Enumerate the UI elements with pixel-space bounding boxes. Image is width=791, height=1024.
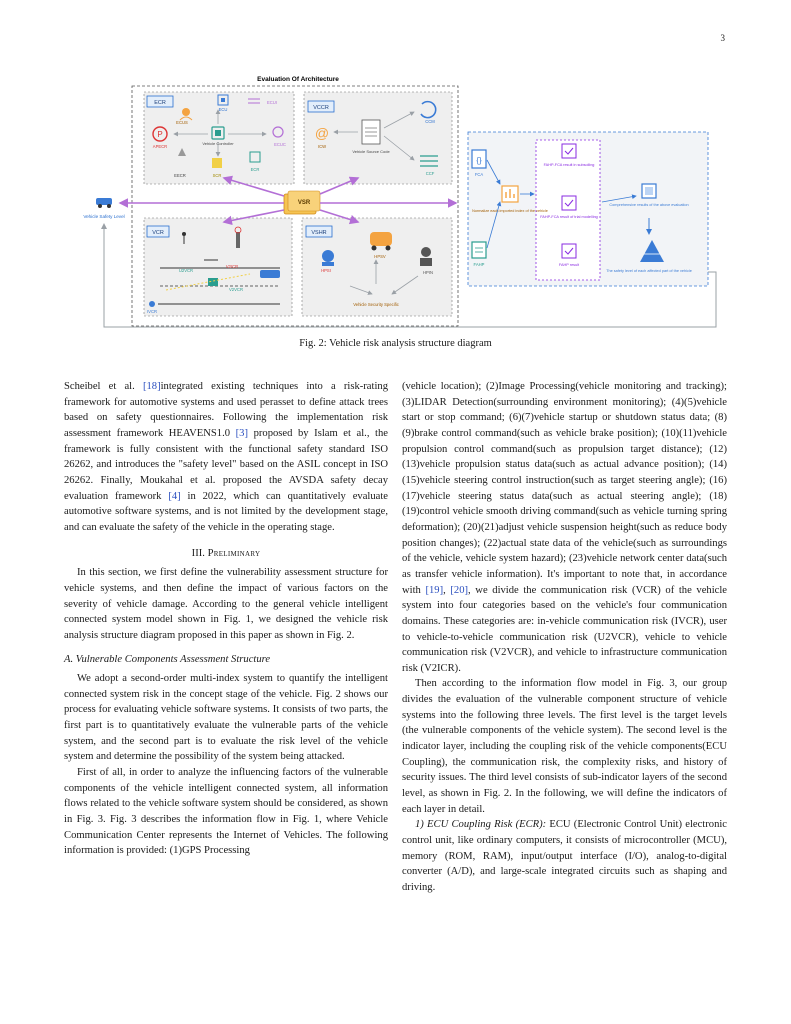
ccf-label: CCF bbox=[425, 171, 435, 176]
citation-link[interactable]: [18] bbox=[142, 381, 161, 392]
paragraph: Then according to the information flow model in Fig. 3, our group divides the evaluation of the vulnerable component structure of vehicle systems into the following three levels. The first level is the target levels (the vulnerable components of the vehicle system). The second level is the indicator layer, including the coupling risk of the vehicle components(ECU Coupling), the communication risk, the complexity risks, and history of security issues. The third level consists of sub-indicator layers of the second level, as shown in Fig. 2. In the following, we will define the indicators of each layer in detail. bbox=[402, 678, 727, 815]
normalize-label: Normalize each imported index of the vehicle bbox=[472, 209, 548, 213]
hpsv-label: HPSV bbox=[374, 254, 386, 259]
vsr-label: VSR bbox=[297, 200, 311, 206]
vcr-badge-label: VCR bbox=[152, 230, 164, 236]
figure-caption: Fig. 2: Vehicle risk analysis structure diagram bbox=[299, 338, 492, 349]
ecui-label: ECUI bbox=[266, 100, 278, 105]
figure-2 bbox=[83, 72, 720, 334]
text-span: in 2022, which can quantitatively evaluate automotive software systems, and is not limited by the development stage, and can evaluate the safety of the vehicle in the operating stage. bbox=[64, 490, 388, 533]
u2vcr-label: U2VCR bbox=[178, 268, 194, 273]
vshr-badge-label: VSHR bbox=[311, 230, 327, 236]
section-heading bbox=[64, 546, 388, 562]
paragraph bbox=[64, 379, 388, 536]
left-column bbox=[64, 379, 388, 859]
v2icr-label: V2ICR bbox=[225, 264, 239, 269]
right-column bbox=[402, 379, 727, 896]
text-span: , bbox=[443, 584, 451, 596]
paragraph bbox=[402, 817, 727, 895]
fca-label: FCA bbox=[474, 172, 484, 177]
fahp-label: FAHP bbox=[473, 262, 485, 267]
vehicle-source-code-label: Vehicle Source Code bbox=[352, 149, 390, 154]
paragraph: In this section, we first define the vulnerability assessment structure for vehicle systems, and then define the impact of various factors on the severity of vehicle damage. According to the general vehicle intelligent connected system model shown in Fig. 1, we designed the vehicle risk analysis structure diagram proposed in this paper as shown in Fig. 2. bbox=[64, 567, 388, 641]
apecr-label: APECR bbox=[152, 144, 168, 149]
ecr-bottom-label: ECR bbox=[250, 167, 260, 172]
figure-title: Evaluation Of Architecture bbox=[257, 76, 339, 83]
paragraph: First of all, in order to analyze the influencing factors of the vulnerable components of the vehicle intelligent connected system, all information flows related to the vehicle software system should be considered, as shown in Fig. 3. Fig. 3 describes the information flow in Fig. 1, where Vehicle Communication Center represents the Internet of Vehicles. The following information is provided: (1)GPS Processing bbox=[64, 767, 388, 857]
paragraph bbox=[402, 379, 727, 676]
svg-text:@: @ bbox=[314, 125, 330, 141]
text-span: ECU (Electronic Control Unit) electronic control unit, like ordinary computers, it consists of microcontroller (MCU), memory (ROM, RAM), input/output interface (I/O), analog-to-digital converter (A/D), and large-scale integrated circuits such as shaping and driving. bbox=[402, 819, 728, 893]
eecr-label: EECR bbox=[174, 173, 186, 178]
text-span: integrated existing techniques into a risk-rating framework for automotive systems and used perasset to define attack trees based on safety questionnaires. Following the implementation risk assessment framework HEAVENS1.0 bbox=[64, 381, 388, 439]
section-number: III. bbox=[191, 547, 208, 559]
fahp-fca-subsoiling-label: FAHP-FCA result in subsoiling bbox=[543, 163, 595, 167]
comprehensive-results-label: Comprehensive results of the above evaluation bbox=[609, 203, 689, 207]
page-number: 3 bbox=[720, 33, 725, 43]
subsection-heading: A. Vulnerable Components Assessment Structure bbox=[64, 653, 271, 665]
citation-link[interactable]: [4] bbox=[168, 490, 181, 502]
vehicle-controller-label: Vehicle Controller bbox=[202, 141, 234, 146]
safety-level-label: The safety level of each affected part of the vehicle bbox=[606, 269, 692, 273]
text-span: Scheibel et al. bbox=[64, 381, 143, 392]
ivcr-label: IVCR bbox=[146, 309, 158, 314]
vehicle-safety-level-label: Vehicle Safety Level bbox=[83, 214, 125, 219]
icw-label: ICW bbox=[317, 144, 327, 149]
citation-link[interactable]: [19] bbox=[425, 584, 444, 596]
fahp-fca-trial-label: FAHP-FCA result of trial modelling bbox=[540, 215, 598, 219]
paragraph: We adopt a second-order multi-index system to quantify the intelligent connected system risk in the concept stage of the vehicle. Fig. 2 shows our process for evaluating vehicle software systems. It consists of two parts, the first part is to quantitatively evaluate the vulnerable parts of the vehicle system, and the second part is to evaluate the risk level of the vehicle system and determine the possibility of the system being attacked. bbox=[64, 673, 388, 763]
section-title: Preliminary bbox=[207, 547, 261, 559]
svg-text:{}: {} bbox=[476, 156, 482, 165]
citation-link[interactable]: [3] bbox=[235, 427, 248, 439]
scr-label: SCR bbox=[212, 173, 222, 178]
v2vcr-label: V2VCR bbox=[229, 287, 243, 292]
ecr-badge-label: ECR bbox=[154, 100, 166, 106]
ecus-label: ECUS bbox=[176, 120, 188, 125]
vehicle-security-label: Vehicle Security Specific bbox=[353, 302, 399, 307]
text-span: , we divide the communication risk (VCR) of the vehicle system into four categories based on the vehicle's four communication domains. These categories are: in-vehicle communication risk (IVCR), user to vehicle-to-vehicle communication risk (U2VCR), vehicle to vehicle communication risk (V2VCR), and vehicle to infrastructure communication risk (V2ICR). bbox=[402, 584, 727, 674]
architecture-diagram bbox=[83, 72, 720, 334]
fahp-result-label: FAHP result bbox=[558, 263, 580, 267]
hpin-label: HPIN bbox=[422, 270, 434, 275]
ecuc-label: ECUC bbox=[274, 142, 286, 147]
ccm-label: CCM bbox=[425, 119, 435, 124]
vccr-badge-label: VCCR bbox=[313, 105, 329, 111]
text-span: proposed by Islam et al., the framework is fully consistent with the functional safety standard ISO 26262, and introduces the "safety level" based on the ASIL concept in ISO 26262. Finally, Moukahal et al. proposed the AVSDA safety decay evaluation framework bbox=[64, 427, 388, 502]
text-span: (vehicle location); (2)Image Processing(vehicle monitoring and tracking); (3)LIDAR Detection(surrounding environment monitoring); (4)(5)vehicle start or stop command; (6)(7)vehicle startup or shutdown status data; (8)(9)brake control command(such as vehicle brake position); (10)(11)vehicle propulsion control command(such as propulsion target distance); (12)(13)vehicle propulsion status data(such as actual advance position); (14)(15)vehicle steering control instruction(such as target steering angle); (16)(17)vehicle steering status data(such as actual steering angle); (18)(19)control vehicle smooth driving command(such as vehicle turning spring deformation); (20)(21)adjust vehicle suspension height(such as reduce body position changes); (22)actual state data of the vehicle(such as surroundings of the vehicle, vehicle system hazard); (23)vehicle network center data(such as transfer vehicle information). It's important to note that, in accordance with bbox=[402, 381, 727, 596]
citation-link[interactable]: [20] bbox=[450, 584, 469, 596]
ecu-top-label: ECU bbox=[218, 107, 228, 112]
hpsi-label: HPSI bbox=[321, 268, 331, 273]
svg-text:P: P bbox=[157, 130, 163, 139]
paragraph-label: 1) ECU Coupling Risk (ECR): bbox=[415, 819, 547, 831]
car-icon bbox=[96, 198, 112, 208]
